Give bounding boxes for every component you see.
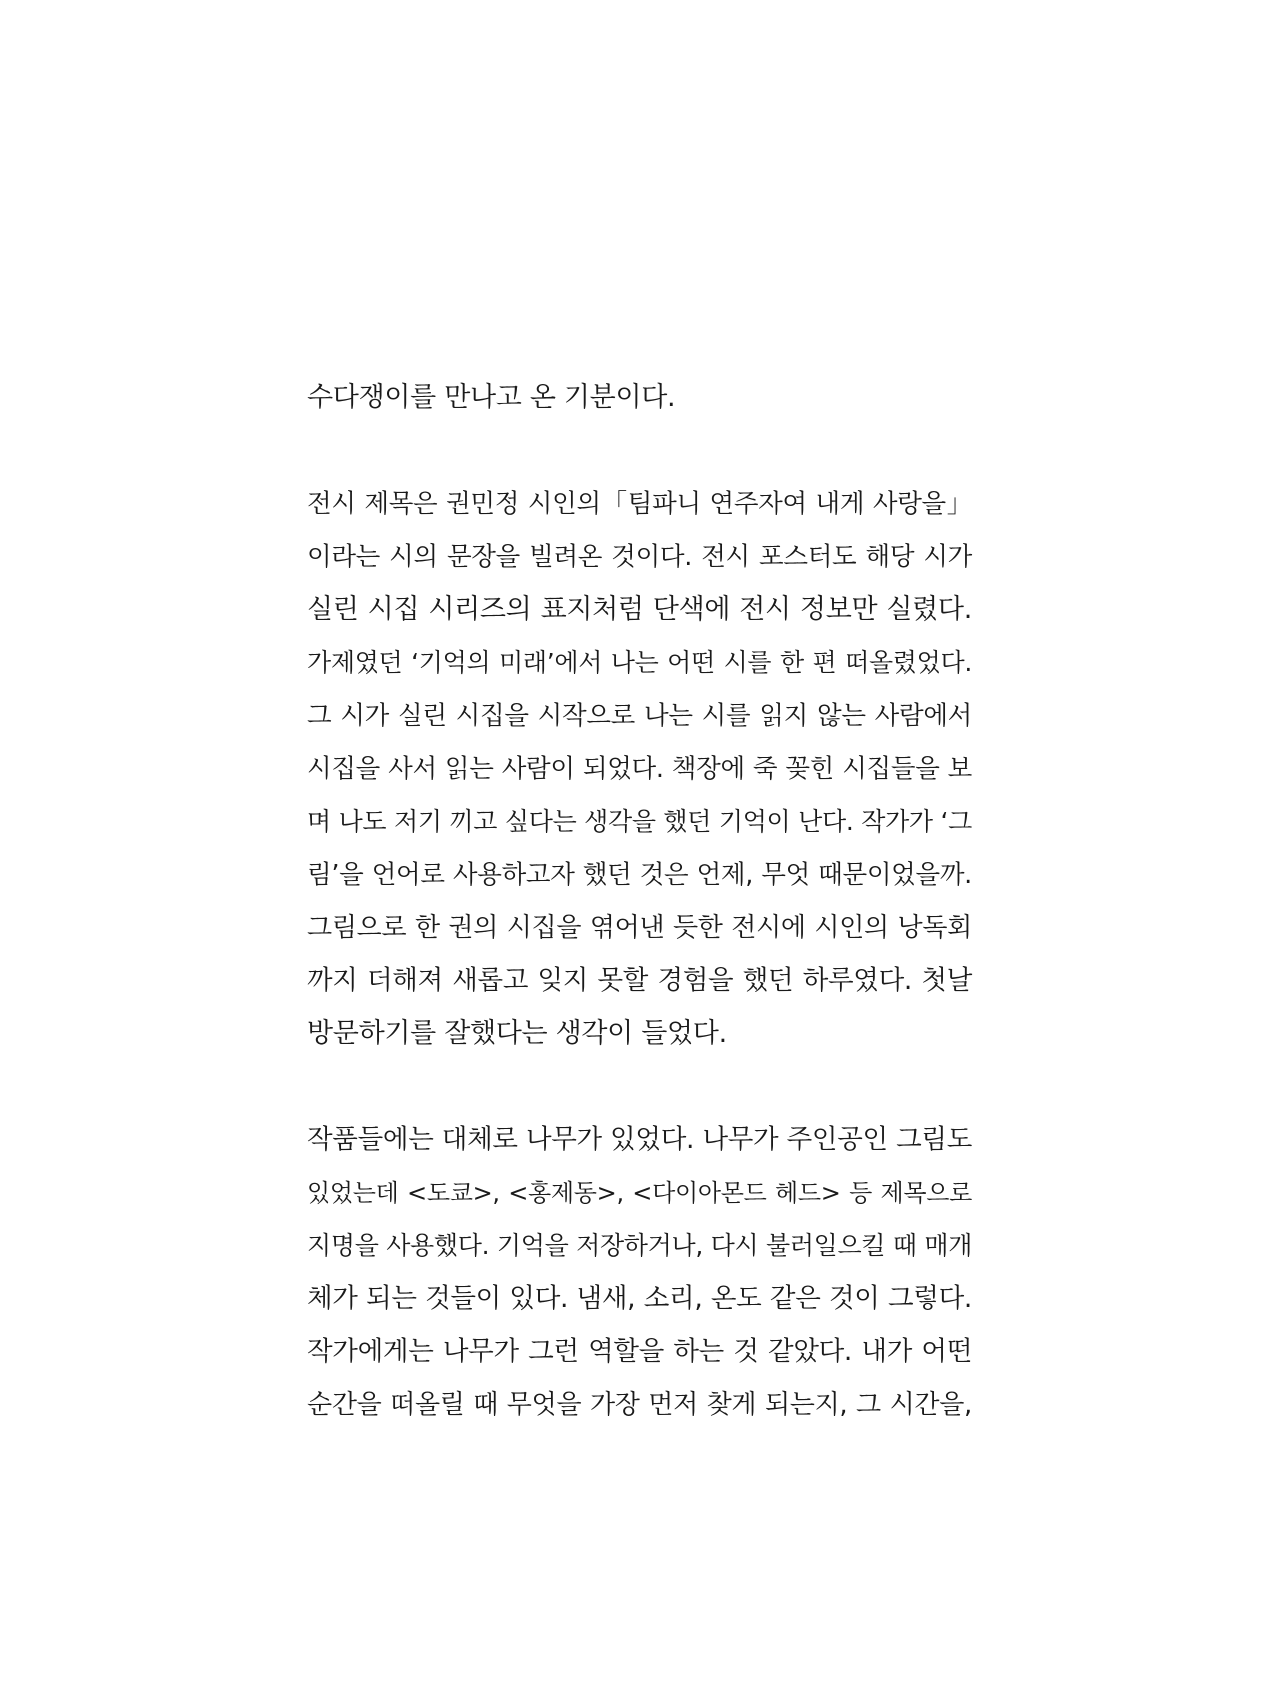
paragraph-2-line-10: 까지 더해져 새롭고 잊지 못할 경험을 했던 하루였다. 첫날 <box>307 965 972 996</box>
paragraph-2-line-2: 이라는 시의 문장을 빌려온 것이다. 전시 포스터도 해당 시가 <box>307 542 972 572</box>
paragraph-3-line-2: 있었는데 <도쿄>, <홍제동>, <다이아몬드 헤드> 등 제목으로 <box>307 1179 972 1207</box>
paragraph-2-line-11: 방문하기를 잘했다는 생각이 들었다. <box>307 1018 727 1049</box>
paragraph-2-line-7: 며 나도 저기 끼고 싶다는 생각을 했던 기억이 난다. 작가가 ‘그 <box>307 807 972 836</box>
paragraph-2-line-3: 실린 시집 시리즈의 표지처럼 단색에 전시 정보만 실렸다. <box>307 594 972 625</box>
paragraph-3-line-1: 작품들에는 대체로 나무가 있었다. 나무가 주인공인 그림도 <box>307 1124 972 1155</box>
paragraph-3-line-5: 작가에게는 나무가 그런 역할을 하는 것 같았다. 내가 어떤 <box>307 1336 972 1367</box>
paragraph-2-line-1: 전시 제목은 권민정 시인의「팀파니 연주자여 내게 사랑을」 <box>307 489 972 519</box>
paragraph-3-line-6: 순간을 떠올릴 때 무엇을 가장 먼저 찾게 되는지, 그 시간을, <box>307 1390 972 1420</box>
paragraph-3-line-4: 체가 되는 것들이 있다. 냄새, 소리, 온도 같은 것이 그렇다. <box>307 1283 972 1314</box>
paragraph-2-line-6: 시집을 사서 읽는 사람이 되었다. 책장에 죽 꽂힌 시집들을 보 <box>307 754 972 784</box>
paragraph-2-line-4: 가제였던 ‘기억의 미래’에서 나는 어떤 시를 한 편 떠올렸었다. <box>307 648 972 677</box>
paragraph-2-line-5: 그 시가 실린 시집을 시작으로 나는 시를 읽지 않는 사람에서 <box>307 701 972 731</box>
paragraph-2-line-8: 림’을 언어로 사용하고자 했던 것은 언제, 무엇 때문이었을까. <box>307 860 972 890</box>
paragraph-2-line-9: 그림으로 한 권의 시집을 엮어낸 듯한 전시에 시인의 낭독회 <box>307 913 972 943</box>
paragraph-1-line-1: 수다쟁이를 만나고 온 기분이다. <box>307 382 676 413</box>
paragraph-3-line-3: 지명을 사용했다. 기억을 저장하거나, 다시 불러일으킬 때 매개 <box>307 1231 973 1260</box>
